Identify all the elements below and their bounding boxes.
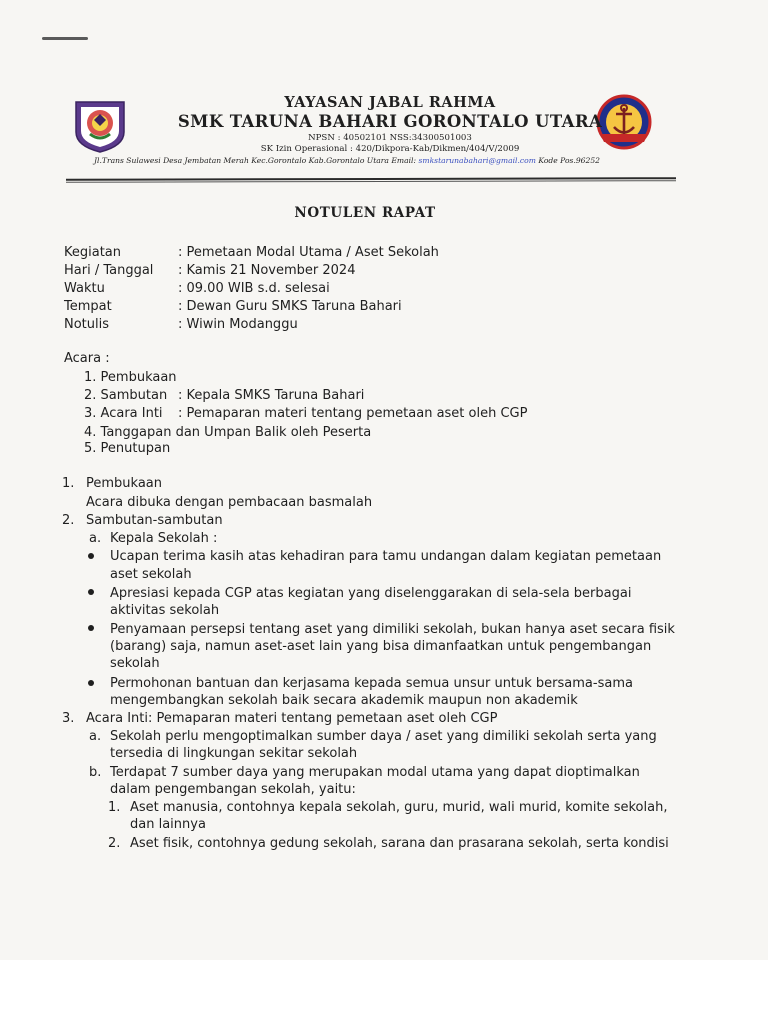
section-body: Acara dibuka dengan pembacaan basmalah [86,495,373,510]
scan-mark [42,37,88,40]
bullet-line: Penyamaan persepsi tentang aset yang dimiliki sekolah, bukan hanya aset secara fisik [110,622,675,637]
document-title: NOTULEN RAPAT [294,205,436,221]
info-value: : 09.00 WIB s.d. selesai [178,281,330,296]
sub-item-number: 2. [108,836,121,851]
agenda-item: 4. Tanggapan dan Umpan Balik oleh Peserta [84,425,372,440]
header-rule-thin [66,180,676,183]
subsection-line: Sekolah perlu mengoptimalkan sumber daya / aset yang dimiliki sekolah serta yang [110,729,657,744]
bullet-line: (barang) saja, namun aset-aset lain yang bisa dimanfaatkan untuk pengembangan [110,639,652,654]
section-number: 1. [62,476,75,491]
agenda-item: 3. Acara Inti [84,406,163,421]
section-title: Acara Inti: Pemaparan materi tentang pemetaan aset oleh CGP [86,711,498,726]
bullet-line: aktivitas sekolah [110,603,220,618]
info-value: : Dewan Guru SMKS Taruna Bahari [178,299,402,314]
agenda-item-detail: : Pemaparan materi tentang pemetaan aset oleh CGP [178,406,528,421]
bullet-icon [88,625,94,631]
section-title: Sambutan-sambutan [86,513,223,528]
subsection-line: tersedia di lingkungan sekitar sekolah [110,746,358,761]
info-label: Waktu [64,281,105,296]
bullet-icon [88,680,94,686]
info-label: Hari / Tanggal [64,263,154,278]
address-text: Jl.Trans Sulawesi Desa Jembatan Merah Kec.Gorontalo Kab.Gorontalo Utara Email: [94,156,417,165]
subsection-line: Terdapat 7 sumber daya yang merupakan modal utama yang dapat dioptimalkan [110,765,640,780]
agenda-item: 1. Pembukaan [84,370,177,385]
info-label: Notulis [64,317,110,332]
info-value: : Pemetaan Modal Utama / Aset Sekolah [178,245,439,260]
bullet-line: Apresiasi kepada CGP atas kegiatan yang diselenggarakan di sela-sela berbagai [110,586,632,601]
section-number: 2. [62,513,75,528]
bullet-line: mengembangkan sekolah baik secara akademik maupun non akademik [110,693,578,708]
sk-line: SK Izin Operasional : 420/Dikpora-Kab/Dikmen/404/V/2009 [260,144,520,154]
info-value: : Kamis 21 November 2024 [178,263,356,278]
sub-item-number: 1. [108,800,121,815]
bullet-icon [88,589,94,595]
bullet-line: Ucapan terima kasih atas kehadiran para tamu undangan dalam kegiatan pemetaan [110,549,662,564]
foundation-name: YAYASAN JABAL RAHMA [284,94,496,111]
subsection-label: b. [89,765,102,780]
sub-item-line: Aset fisik, contohnya gedung sekolah, sarana dan prasarana sekolah, serta kondisi [130,836,669,851]
npsn-line: NPSN : 40502101 NSS:34300501003 [308,133,472,143]
info-label: Kegiatan [64,245,122,260]
agenda-item-detail: : Kepala SMKS Taruna Bahari [178,388,365,403]
bullet-line: sekolah [110,656,160,671]
agenda-item: 2. Sambutan [84,388,168,403]
info-label: Tempat [64,299,112,314]
email-link[interactable]: smkstarunabahari@gmail.com [418,156,536,165]
bullet-line: aset sekolah [110,567,192,582]
section-title: Pembukaan [86,476,163,491]
subsection-label: a. [89,729,102,744]
school-name: SMK TARUNA BAHARI GORONTALO UTARA [177,112,603,131]
sub-item-line: dan lainnya [130,817,206,832]
section-number: 3. [62,711,75,726]
agenda-item: 5. Penutupan [84,441,171,456]
postcode: Kode Pos.96252 [538,156,601,165]
bullet-line: Permohonan bantuan dan kerjasama kepada semua unsur untuk bersama-sama [110,676,633,691]
bullet-icon [88,553,94,559]
info-value: : Wiwin Modanggu [178,317,298,332]
subsection-title: Kepala Sekolah : [110,531,218,546]
subsection-label: a. [89,531,102,546]
address-line [94,156,654,165]
agenda-heading: Acara : [64,351,110,366]
subsection-line: dalam pengembangan sekolah, yaitu: [110,782,356,797]
sub-item-line: Aset manusia, contohnya kepala sekolah, guru, murid, wali murid, komite sekolah, [130,800,668,815]
